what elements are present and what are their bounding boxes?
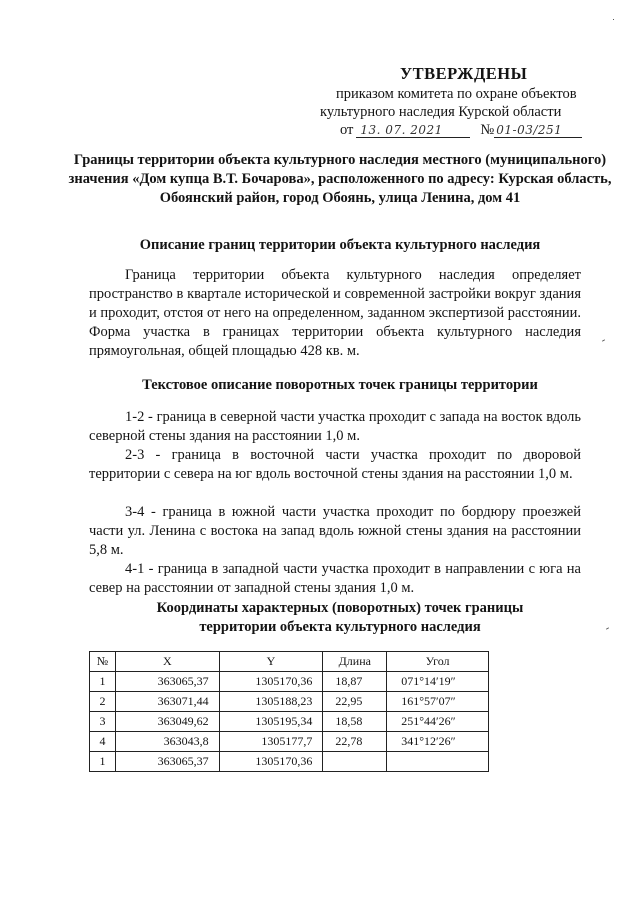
description-paragraph: Граница территории объекта культурного наследия определяет пространство в квартале исторической и современной застройки вокруг здания и проходит, отстоя от него на определенном, заданном экспертизой расстоянии. Форма участка в границах территории объекта культурного наследия прямоугольная, общей площадью 428 кв. м. (89, 267, 581, 359)
approval-line-1: приказом комитета по охране объектов (336, 86, 577, 102)
point-description: 4-1 - граница в западной части участка проходит в направлении с юга на север на расстоянии от западной стены здания 1,0 м. (89, 561, 581, 596)
cell-length: 18,87 (323, 672, 387, 692)
cell-number: 3 (90, 712, 116, 732)
table-row (90, 712, 489, 732)
approval-date-number-line (340, 122, 582, 139)
column-header-y: Y (219, 652, 323, 672)
cell-length: 18,58 (323, 712, 387, 732)
cell-angle: 161°57′07″ (387, 692, 489, 712)
cell-x: 363071,44 (115, 692, 219, 712)
cell-number: 1 (90, 672, 116, 692)
point-description: 1-2 - граница в северной части участка проходит с запада на восток вдоль северной стены здания на расстоянии 1,0 м. (89, 409, 581, 444)
cell-y: 1305195,34 (219, 712, 323, 732)
cell-y: 1305170,36 (219, 752, 323, 772)
column-header-number: № (90, 652, 116, 672)
document-title: Границы территории объекта культурного наследия местного (муниципального) значения «Дом купца В.Т. Бочарова», расположенного по адресу: Курская область, Обоянский район, город Обоянь, улица Ленина, дом 41 (68, 152, 612, 206)
cell-number: 2 (90, 692, 116, 712)
cell-y: 1305177,7 (219, 732, 323, 752)
point-description: 3-4 - граница в южной части участка проходит по бордюру проезжей части ул. Ленина с востока на запад вдоль южной стены здания на расстоянии 5,8 м. (89, 504, 581, 558)
approval-line-2: культурного наследия Курской области (320, 104, 562, 120)
cell-length: 22,78 (323, 732, 387, 752)
table-header-row (90, 652, 489, 672)
cell-y: 1305170,36 (219, 672, 323, 692)
scan-mark (613, 19, 614, 20)
cell-length (323, 752, 387, 772)
cell-angle (387, 752, 489, 772)
cell-x: 363049,62 (115, 712, 219, 732)
cell-number: 1 (90, 752, 116, 772)
table-row (90, 752, 489, 772)
column-header-x: X (115, 652, 219, 672)
handwritten-number: 01-03/251 (496, 123, 563, 137)
approval-heading: УТВЕРЖДЕНЫ (400, 64, 528, 83)
table-row (90, 672, 489, 692)
cell-angle: 251°44′26″ (387, 712, 489, 732)
cell-number: 4 (90, 732, 116, 752)
approval-number-field (494, 124, 582, 138)
table-row (90, 692, 489, 712)
cell-x: 363065,37 (115, 672, 219, 692)
cell-angle: 341°12′26″ (387, 732, 489, 752)
number-label: № (480, 122, 495, 138)
table-row (90, 732, 489, 752)
cell-x: 363043,8 (115, 732, 219, 752)
cell-length: 22,95 (323, 692, 387, 712)
point-description: 2-3 - граница в восточной части участка проходит по дворовой территории с севера на юг вдоль восточной стены здания на расстоянии 1,0 м. (89, 447, 581, 482)
cell-angle: 071°14′19″ (387, 672, 489, 692)
scan-mark (606, 627, 609, 629)
description-heading: Описание границ территории объекта культурного наследия (139, 237, 541, 253)
cell-x: 363065,37 (115, 752, 219, 772)
coordinates-table (89, 651, 489, 772)
column-header-length: Длина (323, 652, 387, 672)
points-heading: Текстовое описание поворотных точек границы территории (142, 377, 538, 393)
cell-y: 1305188,23 (219, 692, 323, 712)
column-header-angle: Угол (387, 652, 489, 672)
coordinates-heading: Координаты характерных (поворотных) точек границы территории объекта культурного наследия (156, 600, 524, 635)
from-label: от (340, 122, 354, 138)
approval-date-field (356, 124, 470, 138)
handwritten-date: 13. 07. 2021 (360, 123, 443, 137)
scan-mark (602, 339, 605, 341)
